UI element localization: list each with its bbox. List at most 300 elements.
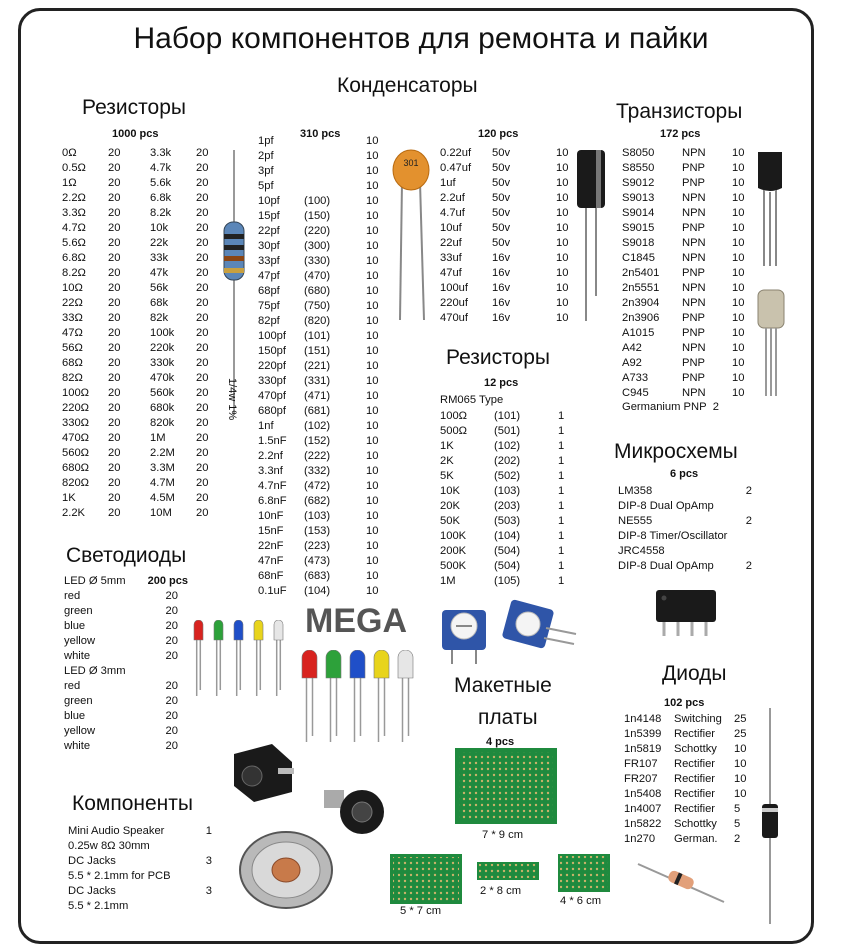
mega-brand: MEGA xyxy=(305,602,407,640)
trimmer-cell: 5K xyxy=(440,470,454,482)
board-4x6-label xyxy=(560,894,601,909)
boards-count: 4 pcs xyxy=(486,736,515,748)
resistor-cell: 6.8Ω xyxy=(62,252,86,264)
ceramic-capacitor-image xyxy=(388,142,436,322)
transistor-cell: PNP xyxy=(682,372,706,384)
ceramic-row xyxy=(258,554,386,569)
resistor-row xyxy=(62,371,216,386)
ceramic-cell: 10 xyxy=(366,315,379,327)
electrolytic-row xyxy=(440,266,576,281)
ceramic-cell: (100) xyxy=(304,195,331,207)
led-row xyxy=(64,634,188,649)
resistor-cell: 20 xyxy=(196,477,209,489)
resistor-row xyxy=(62,326,216,341)
diode-cell: FR207 xyxy=(624,773,658,785)
resistor-cell: 220Ω xyxy=(62,402,90,414)
trimmer-cell: 1K xyxy=(440,440,454,452)
ceramic-row xyxy=(258,359,386,374)
electrolytic-row xyxy=(440,311,576,326)
resistor-cell: 82Ω xyxy=(62,372,83,384)
resistor-row xyxy=(62,431,216,446)
led-row xyxy=(64,739,188,754)
electrolytic-row xyxy=(440,146,576,161)
ceramic-cell: 22pf xyxy=(258,225,280,237)
resistor-cell: 20 xyxy=(196,222,209,234)
electrolytic-cell: 16v xyxy=(492,252,511,264)
resistor-row xyxy=(62,461,216,476)
trimmer-cell: (502) xyxy=(494,470,521,482)
resistors-count: 1000 pcs xyxy=(112,128,159,140)
resistor-row xyxy=(62,266,216,281)
led-2 xyxy=(350,650,365,742)
board-5x7-image xyxy=(390,854,462,904)
ceramic-cell: (473) xyxy=(304,555,331,567)
diode-row xyxy=(624,832,754,847)
transistor-cell: 2n5551 xyxy=(622,282,660,294)
transistor-cell: A42 xyxy=(622,342,642,354)
ceramic-cell: 5pf xyxy=(258,180,274,192)
ceramic-cell: 1pf xyxy=(258,135,274,147)
transistor-row xyxy=(622,206,752,221)
transistor-cell: PNP xyxy=(682,162,706,174)
led-row xyxy=(64,649,188,664)
transistor-cell: S8550 xyxy=(622,162,655,174)
ic-jrc4558-desc: DIP-8 Dual OpAmp xyxy=(618,560,714,572)
transistor-cell: NPN xyxy=(682,147,706,159)
led-color: white xyxy=(64,650,91,662)
electrolytic-cell: 10 xyxy=(556,222,569,234)
electrolytic-cell: 16v xyxy=(492,312,511,324)
board-2x8-image xyxy=(477,862,539,880)
resistor-cell: 20 xyxy=(108,192,121,204)
ceramic-row xyxy=(258,569,386,584)
resistor-cell: 47Ω xyxy=(62,327,83,339)
transistor-row xyxy=(622,266,752,281)
resistor-cell: 20 xyxy=(108,252,121,264)
ceramic-cell: 10 xyxy=(366,360,379,372)
resistor-cell: 20 xyxy=(108,327,121,339)
transistor-cell: NPN xyxy=(682,207,706,219)
ceramic-row xyxy=(258,509,386,524)
ceramic-cell: (223) xyxy=(304,540,331,552)
resistor-cell: 5.6k xyxy=(150,177,172,189)
ceramic-cell: 10 xyxy=(366,345,379,357)
diode-cell: 1n4007 xyxy=(624,803,662,815)
diode-cell: Rectifier xyxy=(674,773,716,785)
electrolytic-row xyxy=(440,221,576,236)
transistor-cell: 10 xyxy=(732,237,745,249)
resistor-row xyxy=(62,311,216,326)
ceramic-cell: 10 xyxy=(366,225,379,237)
electrolytic-cell: 0.47uf xyxy=(440,162,472,174)
electrolytic-cell: 50v xyxy=(492,207,511,219)
transistor-cell: 10 xyxy=(732,282,745,294)
resistor-cell: 56Ω xyxy=(62,342,83,354)
resistor-cell: 8.2Ω xyxy=(62,267,86,279)
trimmer-cell: 1M xyxy=(440,575,456,587)
resistor-cell: 47k xyxy=(150,267,169,279)
ceramic-cell: 15nF xyxy=(258,525,284,537)
trimmer-row xyxy=(440,499,578,514)
trimmer-cell: (501) xyxy=(494,425,521,437)
led-5mm-group: LED Ø 5mm xyxy=(64,575,126,587)
ceramic-cell: 10 xyxy=(366,480,379,492)
ceramic-row xyxy=(258,134,386,149)
trimmer-cell: (104) xyxy=(494,530,521,542)
transistor-cell: NPN xyxy=(682,237,706,249)
trimmers-count: 12 pcs xyxy=(484,377,519,389)
resistor-cell: 1M xyxy=(150,432,166,444)
ceramic-cell: 68nF xyxy=(258,570,284,582)
ceramic-cell: (330) xyxy=(304,255,331,267)
transistor-cell: 2n5401 xyxy=(622,267,660,279)
resistor-cell: 6.8k xyxy=(150,192,172,204)
ceramic-row xyxy=(258,299,386,314)
diode-row xyxy=(624,742,754,757)
resistor-cell: 20 xyxy=(108,237,121,249)
resistor-cell: 20 xyxy=(108,372,121,384)
ceramic-cell: (682) xyxy=(304,495,331,507)
resistor-cell: 20 xyxy=(108,222,121,234)
transistor-row xyxy=(622,251,752,266)
resistor-cell: 22k xyxy=(150,237,169,249)
resistor-row xyxy=(62,191,216,206)
led-row xyxy=(64,709,188,724)
ceramic-row xyxy=(258,239,386,254)
led-color: blue xyxy=(64,620,86,632)
ceramic-cell: (681) xyxy=(304,405,331,417)
transistor-cell: PNP xyxy=(682,357,706,369)
trimmer-cell: 1 xyxy=(558,530,565,542)
ceramic-row xyxy=(258,329,386,344)
trimmer-cell: 1 xyxy=(558,545,565,557)
led-color: yellow xyxy=(64,725,96,737)
resistor-cell: 330Ω xyxy=(62,417,90,429)
trimmer-cell: 500K xyxy=(440,560,467,572)
resistor-cell: 5.6Ω xyxy=(62,237,86,249)
components-heading: Компоненты xyxy=(72,792,193,815)
ics-count: 6 pcs xyxy=(670,468,699,480)
resistor-cell: 0Ω xyxy=(62,147,77,159)
led-row xyxy=(64,619,188,634)
electrolytic-cell: 2.2uf xyxy=(440,192,465,204)
ceramic-cell: 10 xyxy=(366,525,379,537)
resistor-cell: 33k xyxy=(150,252,169,264)
resistor-cell: 4.7M xyxy=(150,477,175,489)
resistor-cell: 820Ω xyxy=(62,477,90,489)
trimmer-cell: 50K xyxy=(440,515,460,527)
led-4 xyxy=(398,650,413,742)
diode-cell: 25 xyxy=(734,728,747,740)
ceramic-cell: 10 xyxy=(366,375,379,387)
transistors-table xyxy=(622,146,752,401)
resistor-cell: 100k xyxy=(150,327,175,339)
resistor-cell: 2.2K xyxy=(62,507,86,519)
dc-jack-pcb-image xyxy=(228,740,300,806)
ceramic-cell: (332) xyxy=(304,465,331,477)
resistor-row xyxy=(62,296,216,311)
resistor-cell: 20 xyxy=(196,372,209,384)
ceramic-row xyxy=(258,209,386,224)
resistor-cell: 20 xyxy=(196,297,209,309)
trimmer-cell: 200K xyxy=(440,545,467,557)
resistor-cell: 20 xyxy=(108,147,121,159)
resistor-row xyxy=(62,491,216,506)
speaker-image xyxy=(236,826,336,912)
trimmer-cell: (503) xyxy=(494,515,521,527)
electrolytic-cell: 22uf xyxy=(440,237,462,249)
resistor-cell: 560k xyxy=(150,387,175,399)
ceramic-cell: (222) xyxy=(304,450,331,462)
board-2x8-size: 2 * 8 cm xyxy=(480,885,522,897)
ceramic-cell xyxy=(304,164,366,179)
diodes-table xyxy=(624,712,754,847)
ceramic-cell: 10 xyxy=(366,555,379,567)
resistor-cell: 56k xyxy=(150,282,169,294)
resistors-heading: Резисторы xyxy=(82,96,186,119)
capacitors-heading: Конденсаторы xyxy=(337,74,478,97)
germanium-row xyxy=(622,400,719,415)
speaker-label: Mini Audio Speaker xyxy=(68,825,165,837)
resistor-cell: 20 xyxy=(196,357,209,369)
page-title: Набор компонентов для ремонта и пайки xyxy=(133,22,709,55)
transistor-cell: 10 xyxy=(732,372,745,384)
transistor-cell: C945 xyxy=(622,387,649,399)
resistor-cell: 20 xyxy=(108,507,121,519)
electrolytic-row xyxy=(440,251,576,266)
ceramic-cell: 680pf xyxy=(258,405,286,417)
trimmer-cell: (203) xyxy=(494,500,521,512)
ceramic-row xyxy=(258,404,386,419)
ceramic-cell: 33pf xyxy=(258,255,280,267)
resistor-row xyxy=(62,281,216,296)
trimmer-potentiometers-image xyxy=(436,598,586,668)
transistor-row xyxy=(622,341,752,356)
resistor-cell: 20 xyxy=(196,492,209,504)
resistor-cell: 10M xyxy=(150,507,172,519)
led-color: red xyxy=(64,680,81,692)
led-row xyxy=(64,694,188,709)
diode-row xyxy=(624,787,754,802)
diode-row xyxy=(624,727,754,742)
ceramic-row xyxy=(258,389,386,404)
diode-cell: Schottky xyxy=(674,818,717,830)
trimmer-cell: 100Ω xyxy=(440,410,468,422)
ceramic-cell: 0.1uF xyxy=(258,585,287,597)
leds-count: 200 pcs xyxy=(147,575,188,587)
electrolytic-cell: 100uf xyxy=(440,282,468,294)
resistor-cell: 20 xyxy=(108,207,121,219)
ceramic-cell: (152) xyxy=(304,435,331,447)
electrolytic-table xyxy=(440,146,576,326)
trimmer-row xyxy=(440,469,578,484)
electrolytic-cell: 50v xyxy=(492,177,511,189)
electrolytic-cell: 10 xyxy=(556,162,569,174)
resistor-row xyxy=(62,251,216,266)
resistor-cell: 470Ω xyxy=(62,432,90,444)
transistor-cell: 10 xyxy=(732,207,745,219)
led-qty: 20 xyxy=(165,650,178,662)
diode-cell: 1n270 xyxy=(624,833,656,845)
ceramic-cell: 47pf xyxy=(258,270,280,282)
transistor-cell: PNP xyxy=(682,312,706,324)
ceramic-cell: 10 xyxy=(366,240,379,252)
resistor-cell: 4.7Ω xyxy=(62,222,86,234)
electrolytic-cell: 16v xyxy=(492,297,511,309)
ceramic-cell: 10nF xyxy=(258,510,284,522)
dc-jack-qty: 3 xyxy=(205,885,212,897)
ceramic-cell: 47nF xyxy=(258,555,284,567)
trimmer-row xyxy=(440,544,578,559)
resistor-cell: 20 xyxy=(108,282,121,294)
led-1 xyxy=(214,620,223,696)
resistor-row xyxy=(62,206,216,221)
ic-lm358: LM358 xyxy=(618,485,653,497)
resistor-cell: 20 xyxy=(108,447,121,459)
ceramic-cell: 10 xyxy=(366,570,379,582)
ceramic-cell: 470pf xyxy=(258,390,286,402)
trimmer-cell: (105) xyxy=(494,575,521,587)
transistors-heading: Транзисторы xyxy=(616,100,743,123)
diode-cell: 1n4148 xyxy=(624,713,662,725)
resistor-cell: 20 xyxy=(196,162,209,174)
ceramic-cell: 2pf xyxy=(258,150,274,162)
resistor-cell: 680k xyxy=(150,402,175,414)
boards-heading-2: платы xyxy=(478,706,538,729)
ceramic-cell: 10 xyxy=(366,195,379,207)
ceramic-cell xyxy=(304,179,366,194)
resistor-cell: 10Ω xyxy=(62,282,83,294)
ceramic-capacitor-label: 301 xyxy=(403,158,419,168)
resistor-row xyxy=(62,161,216,176)
ceramic-row xyxy=(258,494,386,509)
transistor-cell: NPN xyxy=(682,252,706,264)
diode-cell: Rectifier xyxy=(674,803,716,815)
ceramic-cell: 10 xyxy=(366,585,379,597)
transistor-cell: 10 xyxy=(732,177,745,189)
resistor-cell: 20 xyxy=(196,447,209,459)
transistor-row xyxy=(622,236,752,251)
transistor-cell: 10 xyxy=(732,312,745,324)
transistor-row xyxy=(622,296,752,311)
ceramic-row xyxy=(258,524,386,539)
resistor-cell: 20 xyxy=(108,342,121,354)
diode-row xyxy=(624,757,754,772)
ceramic-cell: 10 xyxy=(366,450,379,462)
ceramic-cell: 30pf xyxy=(258,240,280,252)
electrolytic-row xyxy=(440,161,576,176)
resistor-cell: 20 xyxy=(196,312,209,324)
ceramic-cell: 330pf xyxy=(258,375,286,387)
ceramic-row xyxy=(258,434,386,449)
speaker-spec: 0.25w 8Ω 30mm xyxy=(68,840,150,852)
resistor-cell: 4.5M xyxy=(150,492,175,504)
transistor-row xyxy=(622,191,752,206)
ceramic-row xyxy=(258,539,386,554)
resistor-cell: 0.5Ω xyxy=(62,162,86,174)
ceramic-cell: 10pf xyxy=(258,195,280,207)
diode-cell: FR107 xyxy=(624,758,658,770)
germanium-label: Germanium PNP xyxy=(622,401,707,413)
electrolytic-cell: 10 xyxy=(556,282,569,294)
trimmer-cell: 1 xyxy=(558,560,565,572)
trimmer-cell: 1 xyxy=(558,515,565,527)
transistor-metal-image xyxy=(752,286,792,398)
transistor-row xyxy=(622,161,752,176)
ceramic-row xyxy=(258,584,386,599)
resistors-table xyxy=(62,146,216,521)
transistor-row xyxy=(622,146,752,161)
diode-row xyxy=(624,817,754,832)
resistor-cell: 100Ω xyxy=(62,387,90,399)
electrolytic-row xyxy=(440,281,576,296)
resistor-cell: 20 xyxy=(108,297,121,309)
ceramic-cell: 10 xyxy=(366,150,379,162)
led-qty: 20 xyxy=(165,740,178,752)
electrolytic-row xyxy=(440,191,576,206)
transistor-cell: A92 xyxy=(622,357,642,369)
transistor-cell: PNP xyxy=(682,327,706,339)
germanium-qty: 2 xyxy=(712,401,720,413)
ceramic-cell xyxy=(304,134,366,149)
led-color: red xyxy=(64,590,81,602)
ceramic-cell: 10 xyxy=(366,165,379,177)
ic-lm358-desc: DIP-8 Dual OpAmp xyxy=(618,500,714,512)
transistor-cell: 10 xyxy=(732,267,745,279)
transistor-cell: NPN xyxy=(682,192,706,204)
trimmer-cell: 2K xyxy=(440,455,454,467)
transistor-row xyxy=(622,386,752,401)
led-2 xyxy=(234,620,243,696)
resistor-rating: 1/4w 1% xyxy=(226,378,238,421)
led-qty: 20 xyxy=(165,620,178,632)
ceramic-cell: (680) xyxy=(304,285,331,297)
resistor-cell: 20 xyxy=(108,492,121,504)
ceramic-row xyxy=(258,224,386,239)
led-qty: 20 xyxy=(165,710,178,722)
electrolytic-cell: 10uf xyxy=(440,222,462,234)
electrolytic-cell: 50v xyxy=(492,147,511,159)
ceramic-row xyxy=(258,254,386,269)
resistor-row xyxy=(62,386,216,401)
electrolytic-cell: 50v xyxy=(492,222,511,234)
diode-row xyxy=(624,712,754,727)
ic-ne555-desc: DIP-8 Timer/Oscillator xyxy=(618,530,728,542)
transistor-cell: PNP xyxy=(682,267,706,279)
ceramic-cell: 10 xyxy=(366,540,379,552)
dc-jack-pcb-label: DC Jacks xyxy=(68,855,116,867)
trimmer-cell: 1 xyxy=(558,425,565,437)
diode-cell: 10 xyxy=(734,743,747,755)
led-row xyxy=(64,589,188,604)
electrolytic-row xyxy=(440,176,576,191)
ceramic-cell: (103) xyxy=(304,510,331,522)
resistor-cell: 10k xyxy=(150,222,169,234)
diode-cell: Rectifier xyxy=(674,728,716,740)
ceramic-cell: (471) xyxy=(304,390,331,402)
transistor-cell: NPN xyxy=(682,342,706,354)
electrolytic-cell: 10 xyxy=(556,267,569,279)
ics-list xyxy=(618,484,752,574)
resistor-cell: 20 xyxy=(196,387,209,399)
ceramic-row xyxy=(258,449,386,464)
ceramic-cell: (104) xyxy=(304,585,331,597)
resistor-cell: 20 xyxy=(196,417,209,429)
diode-cell: 10 xyxy=(734,788,747,800)
led-color: green xyxy=(64,605,93,617)
resistor-cell: 22Ω xyxy=(62,297,83,309)
trimmer-cell: 1 xyxy=(558,455,565,467)
